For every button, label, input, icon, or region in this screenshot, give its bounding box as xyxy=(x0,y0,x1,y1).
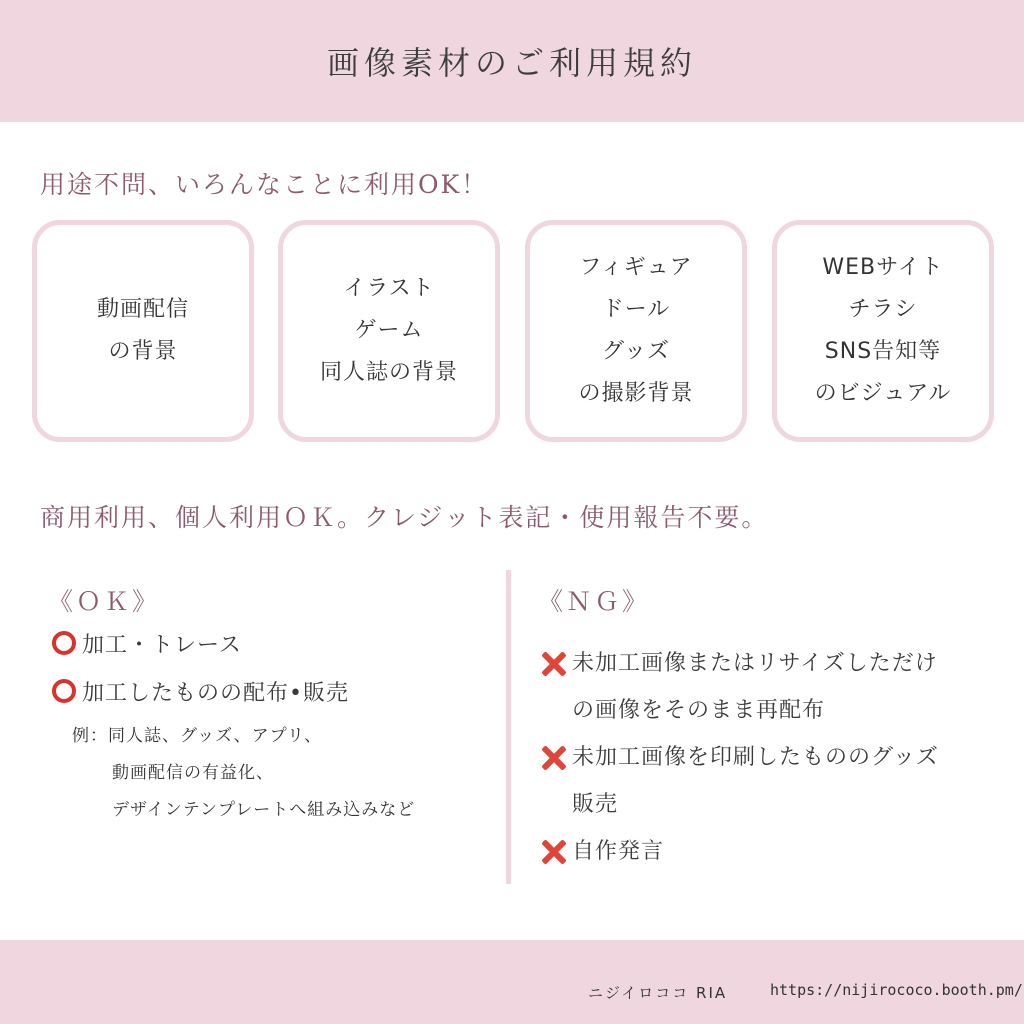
card-line: 同人誌の背景 xyxy=(319,360,458,385)
ng-item-label: 自作発言 xyxy=(572,839,665,864)
card-line: SNS告知等 xyxy=(824,339,942,364)
ng-item xyxy=(540,828,1000,875)
card-line: イラスト xyxy=(343,276,435,301)
card-line: のビジュアル xyxy=(814,381,952,406)
example-line: 動画配信の有益化、 xyxy=(112,763,274,783)
footer-credit: ニジイロココ RIA xyxy=(588,984,728,1002)
ng-item-continuation: 販売 xyxy=(572,792,619,817)
circle-ok-icon xyxy=(52,679,76,703)
cross-mark-icon xyxy=(540,744,568,772)
cross-mark-icon xyxy=(540,838,568,866)
ng-item-continuation: の画像をそのまま再配布 xyxy=(572,698,826,723)
card-line: チラシ xyxy=(848,297,918,322)
usage-card-photo xyxy=(525,220,747,442)
page-title: 画像素材のご利用規約 xyxy=(326,44,697,82)
ng-list xyxy=(540,640,1000,875)
card-line: の撮影背景 xyxy=(578,381,694,406)
ok-item-label: 加工したものの配布•販売 xyxy=(82,680,349,706)
column-divider xyxy=(506,570,511,884)
ok-item-label: 加工・トレース xyxy=(82,632,242,658)
example-line: デザインテンプレートへ組み込みなど xyxy=(112,800,416,820)
usage-card-video xyxy=(32,220,254,442)
card-line: ドール xyxy=(601,297,671,322)
usage-card-web xyxy=(772,220,994,442)
card-line: フィギュア xyxy=(579,255,693,280)
ok-item xyxy=(52,628,492,658)
footer-url[interactable]: https://nijirococo.booth.pm/ xyxy=(770,981,1023,999)
ok-example xyxy=(72,718,415,829)
ng-item-label: 未加工画像を印刷したもののグッズ xyxy=(572,745,939,770)
ok-item xyxy=(52,676,492,706)
ok-list xyxy=(52,628,492,706)
usage-section-title: 用途不問、いろんなことに利用OK！ xyxy=(40,170,489,199)
cross-mark-icon xyxy=(540,650,568,678)
card-line: グッズ xyxy=(602,339,670,364)
card-line: ゲーム xyxy=(354,318,424,343)
ok-heading: 《ＯＫ》 xyxy=(48,587,161,616)
ng-heading: 《ＮＧ》 xyxy=(538,587,651,616)
example-line: 例：同人誌、グッズ、アプリ、 xyxy=(72,726,323,746)
card-line: の背景 xyxy=(108,339,178,364)
usage-cards xyxy=(32,220,994,442)
ng-item xyxy=(540,734,1000,828)
header-banner xyxy=(0,0,1024,122)
usage-card-illustration xyxy=(278,220,500,442)
ng-item-label: 未加工画像またはリサイズしただけ xyxy=(572,651,938,676)
footer-banner xyxy=(0,940,1024,1024)
card-line: 動画配信 xyxy=(96,297,189,322)
card-line: WEBサイト xyxy=(822,255,944,280)
circle-ok-icon xyxy=(52,631,76,655)
commercial-section-title: 商用利用、個人利用ＯＫ。クレジット表記・使用報告不要。 xyxy=(40,503,769,532)
ng-item xyxy=(540,640,1000,734)
